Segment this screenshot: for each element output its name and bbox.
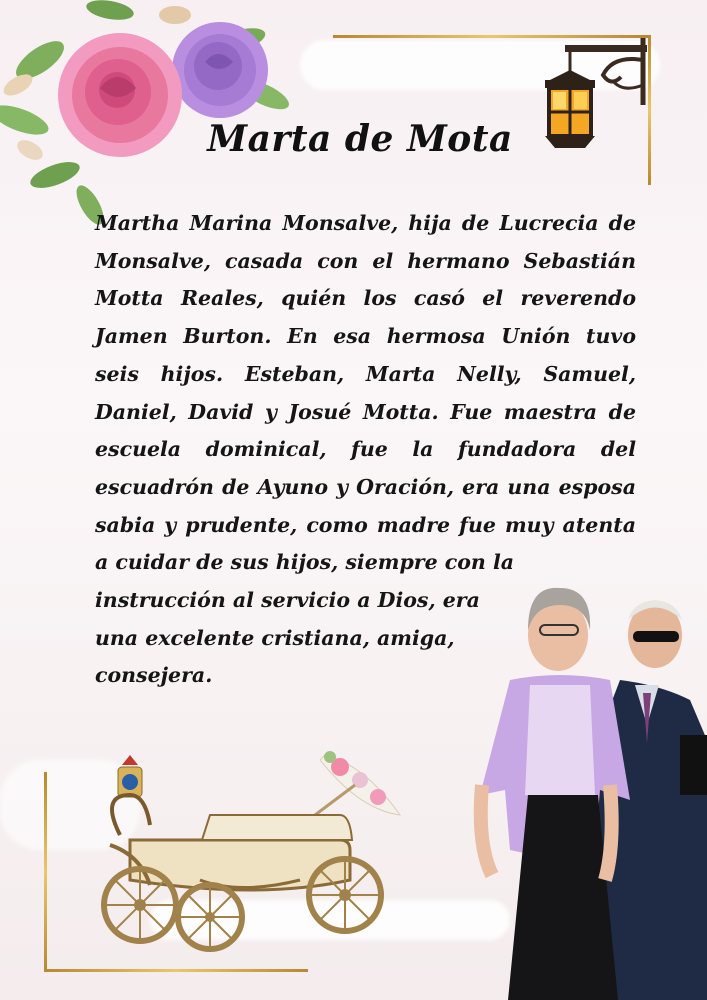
wheel-front	[104, 869, 176, 941]
rose-bouquet-icon	[0, 0, 320, 230]
woman-figure	[480, 588, 630, 1000]
wheel-middle	[178, 885, 242, 949]
tail-line-2: una excelente cristiana, amiga,	[95, 625, 455, 650]
biography-paragraph: Martha Marina Monsalve, hija de Lucrecia de Monsalve, casada con el hermano Sebastián Motta Reales, quién los casó el reverendo Jamen Burton. En esa hermosa Unión tuvo seis hijos. Esteban, Marta Nelly, Samuel, Daniel, David y Josué Motta. Fue maestra de escuela dominical, fue la fundadora del escuadrón de Ayuno y Oración, era una esposa sabia y prudente, como madre fue muy atenta a cuidar de sus hijos, siempre con la	[95, 211, 636, 575]
gold-frame-bottom	[44, 969, 308, 972]
biography-tail	[95, 582, 515, 695]
crest	[118, 755, 142, 797]
purple-rose	[172, 22, 268, 118]
gold-frame-left	[44, 772, 47, 972]
page-title: Marta de Mota	[207, 118, 513, 160]
couple-photo	[470, 585, 707, 1000]
horse-carriage-icon	[60, 745, 410, 955]
wheel-rear	[309, 859, 381, 931]
tail-line-1: instrucción al servicio a Dios, era	[95, 588, 480, 612]
tail-line-3: consejera.	[95, 663, 213, 688]
parasol	[315, 751, 400, 815]
